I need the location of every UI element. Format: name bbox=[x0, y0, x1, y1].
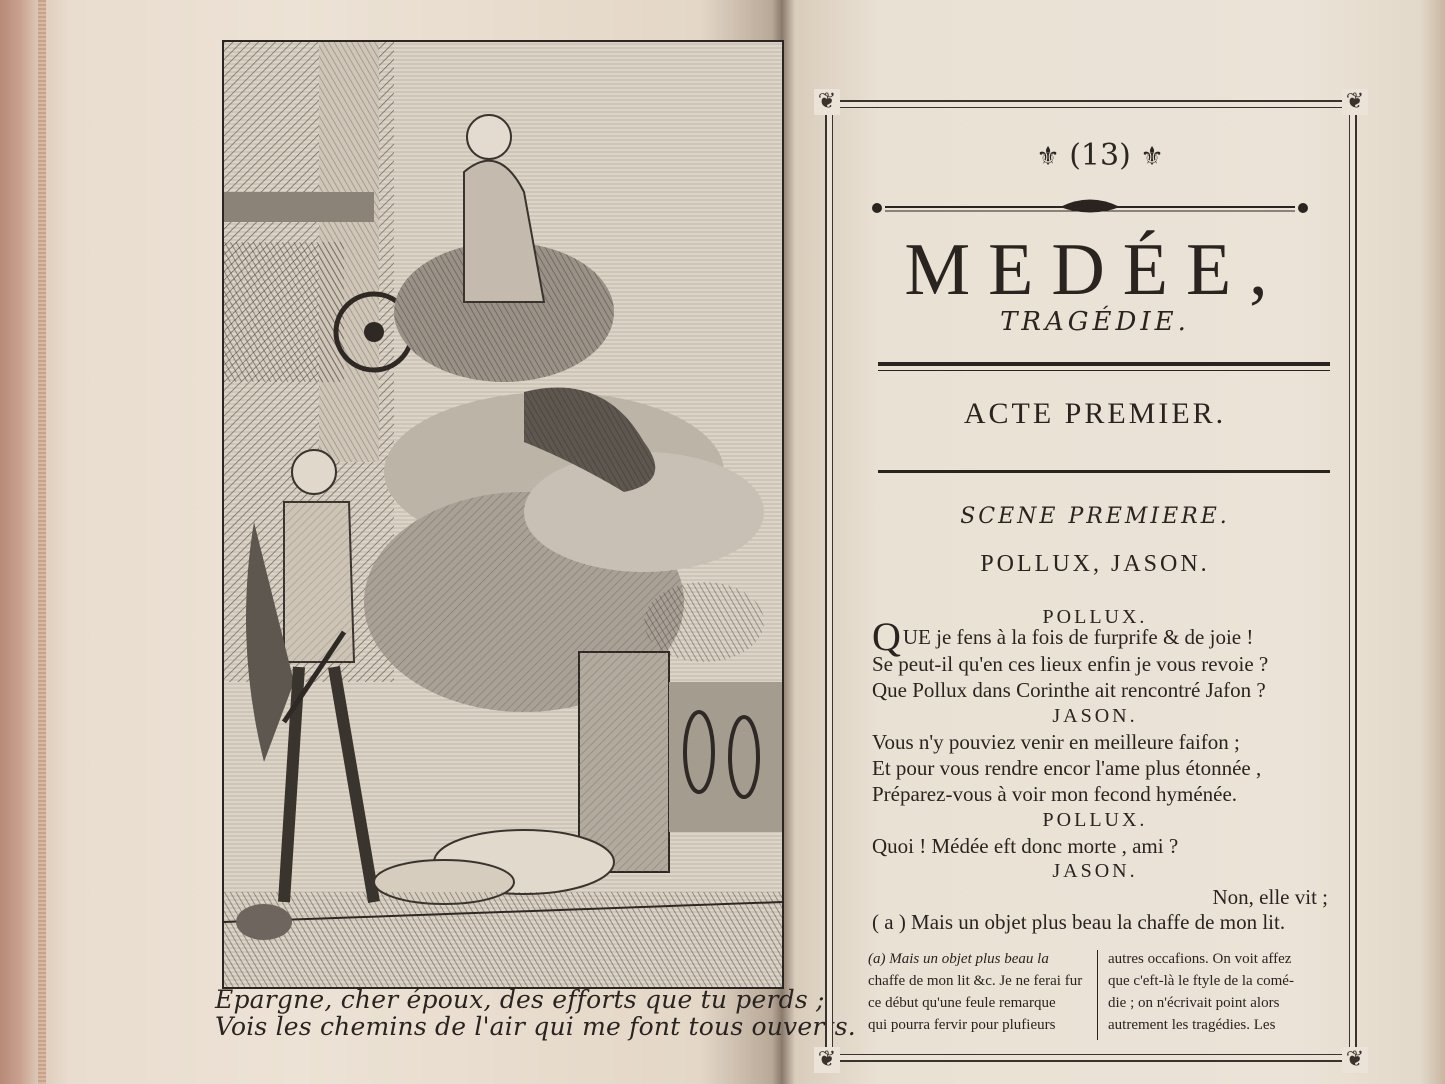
footnote-line: autres occafions. On voit affez bbox=[1108, 951, 1292, 967]
footnote-line: die ; on n'écrivait point alors bbox=[1108, 995, 1280, 1011]
corner-ornament-icon: ❦ bbox=[1342, 1047, 1368, 1073]
play-subtitle: TRAGÉDIE. bbox=[1000, 307, 1190, 337]
page-number-row bbox=[1000, 138, 1200, 173]
verse-line: Que Pollux dans Corinthe ait rencontré Jafon ? bbox=[872, 678, 1266, 702]
footnote-line: ce début qu'une feule remarque bbox=[868, 995, 1056, 1011]
verse-line: Quoi ! Médée eft donc morte , ami ? bbox=[872, 834, 1179, 858]
fleur-de-lis-icon: ⚜ bbox=[1036, 142, 1060, 172]
footnote-line: qui pourra fervir pour plufieurs bbox=[868, 1017, 1056, 1033]
title-rule bbox=[878, 362, 1330, 366]
caption-line: Vois les chemins de l'air qui me font tous ouverts. bbox=[215, 1012, 856, 1041]
act-rule bbox=[878, 470, 1330, 473]
speaker-name: POLLUX. bbox=[1042, 809, 1148, 831]
verse-line: Vous n'y pouviez venir en meilleure faifon ; bbox=[872, 730, 1240, 754]
verse-line: Non, elle vit ; bbox=[1212, 885, 1328, 909]
title-rule-thin bbox=[878, 370, 1330, 371]
footnote-column-left bbox=[868, 948, 1090, 1036]
corner-ornament-icon: ❦ bbox=[814, 89, 840, 115]
engraving-illustration bbox=[224, 42, 782, 987]
corner-ornament-icon: ❦ bbox=[814, 1047, 840, 1073]
page-number: (13) bbox=[1069, 138, 1131, 173]
verse-line: ( a ) Mais un objet plus beau la chaffe de mon lit. bbox=[872, 910, 1286, 934]
caption-line: Epargne, cher époux, des efforts que tu perds ; bbox=[215, 985, 825, 1014]
footnote-line: autrement les tragédies. Les bbox=[1108, 1017, 1276, 1033]
footnotes bbox=[868, 948, 1328, 1048]
scene-characters: POLLUX, JASON. bbox=[980, 551, 1210, 577]
engraving-plate bbox=[222, 40, 784, 989]
act-heading: ACTE PREMIER. bbox=[963, 397, 1227, 430]
corner-ornament-icon: ❦ bbox=[1342, 89, 1368, 115]
scene-heading: SCENE PREMIERE. bbox=[960, 504, 1230, 529]
verse-line: QUE je fens à la fois de furprife & de joie ! bbox=[872, 614, 1254, 659]
verse-line: Se peut-il qu'en ces lieux enfin je vous revoie ? bbox=[872, 652, 1269, 676]
footnote-divider bbox=[1097, 950, 1098, 1040]
speaker-name: JASON. bbox=[1052, 705, 1138, 727]
page-edges bbox=[38, 0, 46, 1084]
speaker-name: JASON. bbox=[1052, 860, 1138, 882]
play-title: MEDÉE, bbox=[904, 229, 1286, 311]
footnote-line: (a) Mais un objet plus beau la bbox=[868, 951, 1049, 967]
drop-cap: Q bbox=[872, 614, 901, 659]
footnote-line: que c'eft-là le ftyle de la comé- bbox=[1108, 973, 1294, 989]
plate-caption bbox=[215, 985, 856, 1041]
verse-line: Préparez-vous à voir mon fecond hyménée. bbox=[872, 782, 1238, 806]
footnote-column-right bbox=[1108, 948, 1330, 1036]
verse-line: Et pour vous rendre encor l'ame plus étonnée , bbox=[872, 756, 1262, 780]
footnote-line: chaffe de mon lit &c. Je ne ferai fur bbox=[868, 973, 1083, 989]
headpiece-ornament bbox=[865, 192, 1315, 222]
speaker-name: POLLUX. bbox=[1042, 606, 1148, 628]
fleur-de-lis-icon: ⚜ bbox=[1140, 142, 1164, 172]
